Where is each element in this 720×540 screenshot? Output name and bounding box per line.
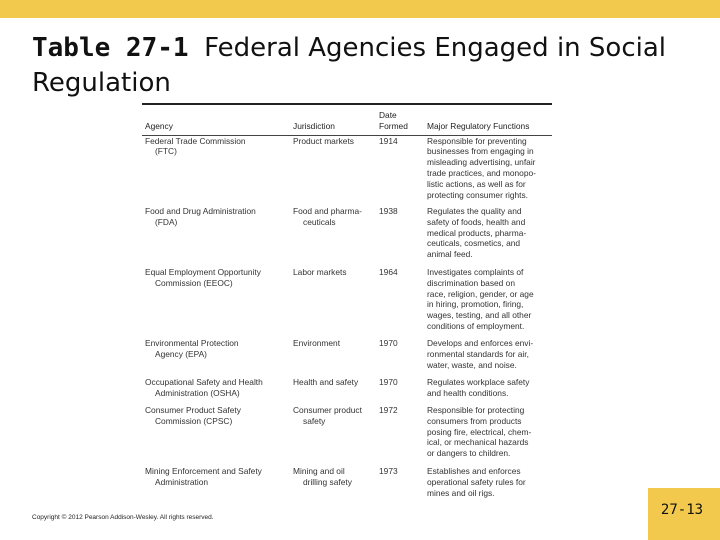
jurisdiction-cell [290,267,376,338]
jurisdiction-text-cont: drilling safety [303,476,352,487]
date-cell: 1938 [379,206,398,217]
agency-name: Equal Employment Opportunity [145,267,261,278]
agency-abbrev: Administration [155,476,209,487]
agency-name: Occupational Safety and Health [145,377,263,388]
table-row [142,135,552,206]
jurisdiction-text: Food and pharma- [293,206,362,217]
functions-cell: Investigates complaints of discrimination based on race, religion, gender, or age in hiring, promotion, firing, wages, testing, and all other conditions of employment. [427,267,534,332]
table-row [142,338,552,377]
jurisdiction-cell [290,466,376,500]
jurisdiction-cell [290,405,376,466]
functions-cell: Responsible for protecting consumers from products posing fire, electrical, chem- ical, or mechanical hazards or dangers to children. [427,405,532,459]
jurisdiction-cell [290,377,376,405]
table-row [142,206,552,267]
jurisdiction-cell [290,206,376,267]
agency-abbrev: Agency (EPA) [155,348,207,359]
agency-name: Food and Drug Administration [145,206,256,217]
top-accent-bar [0,0,720,18]
jurisdiction-text: Product markets [293,135,354,146]
agency-abbrev: Administration (OSHA) [155,387,240,398]
agency-abbrev: (FTC) [155,146,177,157]
agency-name: Environmental Protection [145,338,239,349]
agency-cell [142,267,290,338]
agency-abbrev: Commission (CPSC) [155,415,233,426]
jurisdiction-text: Mining and oil [293,466,345,477]
functions-cell: Regulates workplace safety and health conditions. [427,377,530,398]
table-row [142,377,552,405]
date-cell: 1970 [379,338,398,349]
functions-cell: Develops and enforces envi- ronmental standards for air, water, waste, and noise. [427,338,534,370]
agency-cell [142,466,290,500]
agency-name: Federal Trade Commission [145,135,246,146]
date-cell: 1972 [379,405,398,416]
jurisdiction-text: Health and safety [293,377,359,388]
table-row [142,466,552,500]
page-number: 27-13 [660,502,704,518]
agency-cell [142,135,290,206]
title-table-number: Table 27-1 [32,33,189,63]
date-cell: 1914 [379,135,398,146]
agency-cell [142,206,290,267]
title-text: Federal Agencies Engaged in Social Regulation [32,33,667,98]
header-agency: Agency [145,120,173,131]
header-functions: Major Regulatory Functions [427,120,530,131]
jurisdiction-text: Consumer product [293,405,362,416]
jurisdiction-text-cont: ceuticals [303,216,336,227]
agency-cell [142,338,290,377]
agency-name: Mining Enforcement and Safety [145,466,262,477]
agency-cell [142,377,290,405]
table-row [142,267,552,338]
jurisdiction-text-cont: safety [303,415,326,426]
functions-cell: Regulates the quality and safety of foods, health and medical products, pharma- ceuticals, cosmetics, and animal feed. [427,206,527,260]
date-cell: 1970 [379,377,398,388]
agency-abbrev: (FDA) [155,216,178,227]
copyright-notice: Copyright © 2012 Pearson Addison-Wesley. All rights reserved. [32,514,214,521]
agency-abbrev: Commission (EEOC) [155,277,233,288]
jurisdiction-text: Environment [293,338,341,349]
jurisdiction-cell [290,338,376,377]
date-cell: 1973 [379,466,398,477]
jurisdiction-cell [290,135,376,206]
slide-title [32,30,692,100]
regulation-table-container [142,103,552,500]
date-cell: 1964 [379,267,398,278]
jurisdiction-text: Labor markets [293,267,347,278]
table-row [142,405,552,466]
header-date-formed: Date Formed [379,110,408,131]
regulation-table [142,103,552,500]
table-header-row [142,104,552,135]
agency-cell [142,405,290,466]
functions-cell: Establishes and enforces operational safety rules for mines and oil rigs. [427,466,526,498]
agency-name: Consumer Product Safety [145,405,241,416]
header-jurisdiction: Jurisdiction [293,120,335,131]
functions-cell: Responsible for preventing businesses from engaging in misleading advertising, unfair trade practices, and monopo- listic actions, as well as for protecting consumer rights. [427,135,536,200]
page-number-badge [648,488,720,540]
